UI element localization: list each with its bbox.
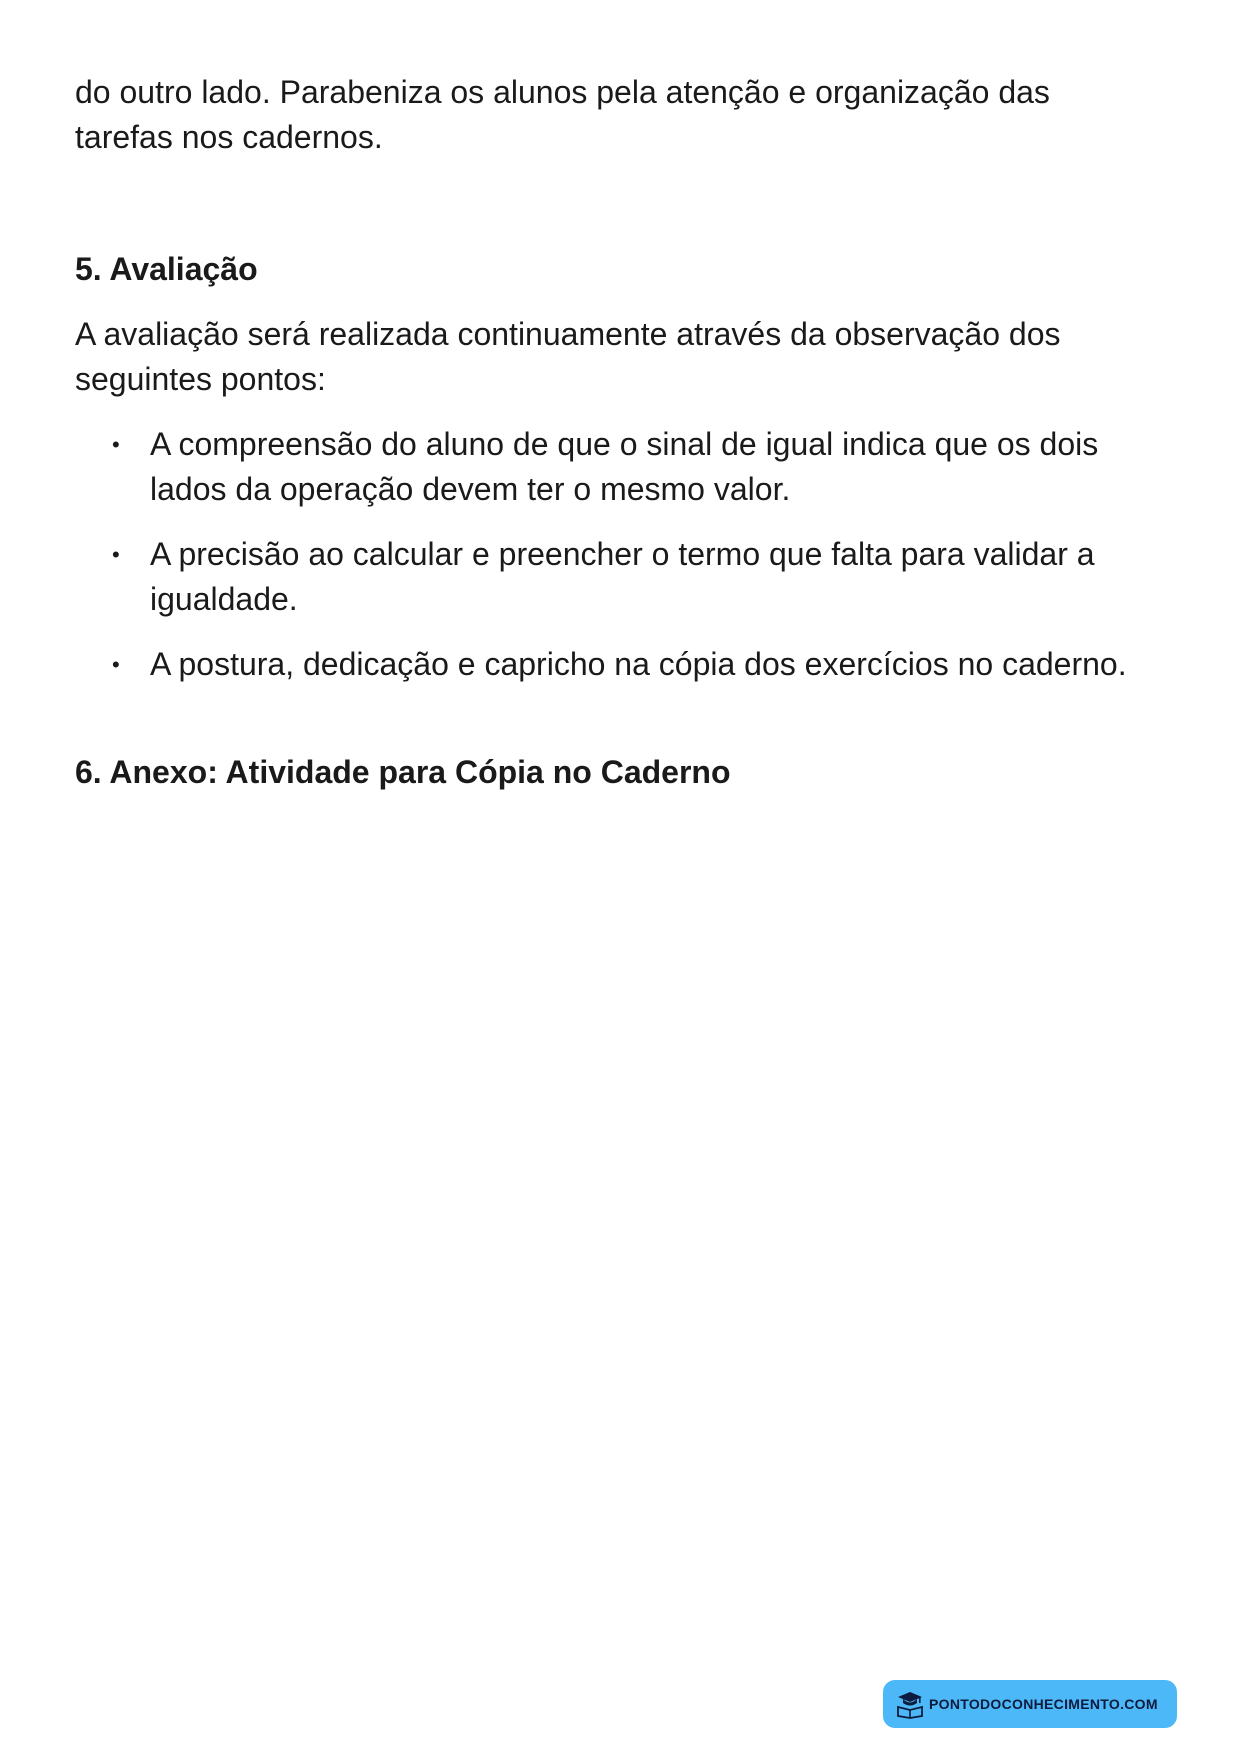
list-item [75, 642, 1155, 687]
list-item [75, 422, 1155, 512]
bullet-icon: • [112, 652, 120, 677]
intro-paragraph: do outro lado. Parabeniza os alunos pela atenção e organização das tarefas nos cadernos. [75, 74, 1050, 155]
graduation-book-icon [895, 1689, 925, 1719]
list-item-text: A compreensão do aluno de que o sinal de igual indica que os dois lados da operação devem ter o mesmo valor. [150, 426, 1099, 507]
document-page [75, 70, 1155, 795]
list-item-text: A precisão ao calcular e preencher o termo que falta para validar a igualdade. [150, 536, 1095, 617]
brand-badge[interactable] [883, 1680, 1177, 1728]
brand-text: PONTODOCONHECIMENTO.COM [929, 1696, 1158, 1712]
bullet-icon: • [112, 432, 120, 457]
list-item [75, 532, 1155, 622]
avaliacao-paragraph: A avaliação será realizada continuamente através da observação dos seguintes pontos: [75, 316, 1061, 397]
avaliacao-list [75, 422, 1155, 687]
list-item-text: A postura, dedicação e capricho na cópia dos exercícios no caderno. [150, 646, 1127, 682]
bullet-icon: • [112, 542, 120, 567]
section-heading-anexo: 6. Anexo: Atividade para Cópia no Caderno [75, 754, 731, 790]
section-heading-avaliacao: 5. Avaliação [75, 251, 258, 287]
